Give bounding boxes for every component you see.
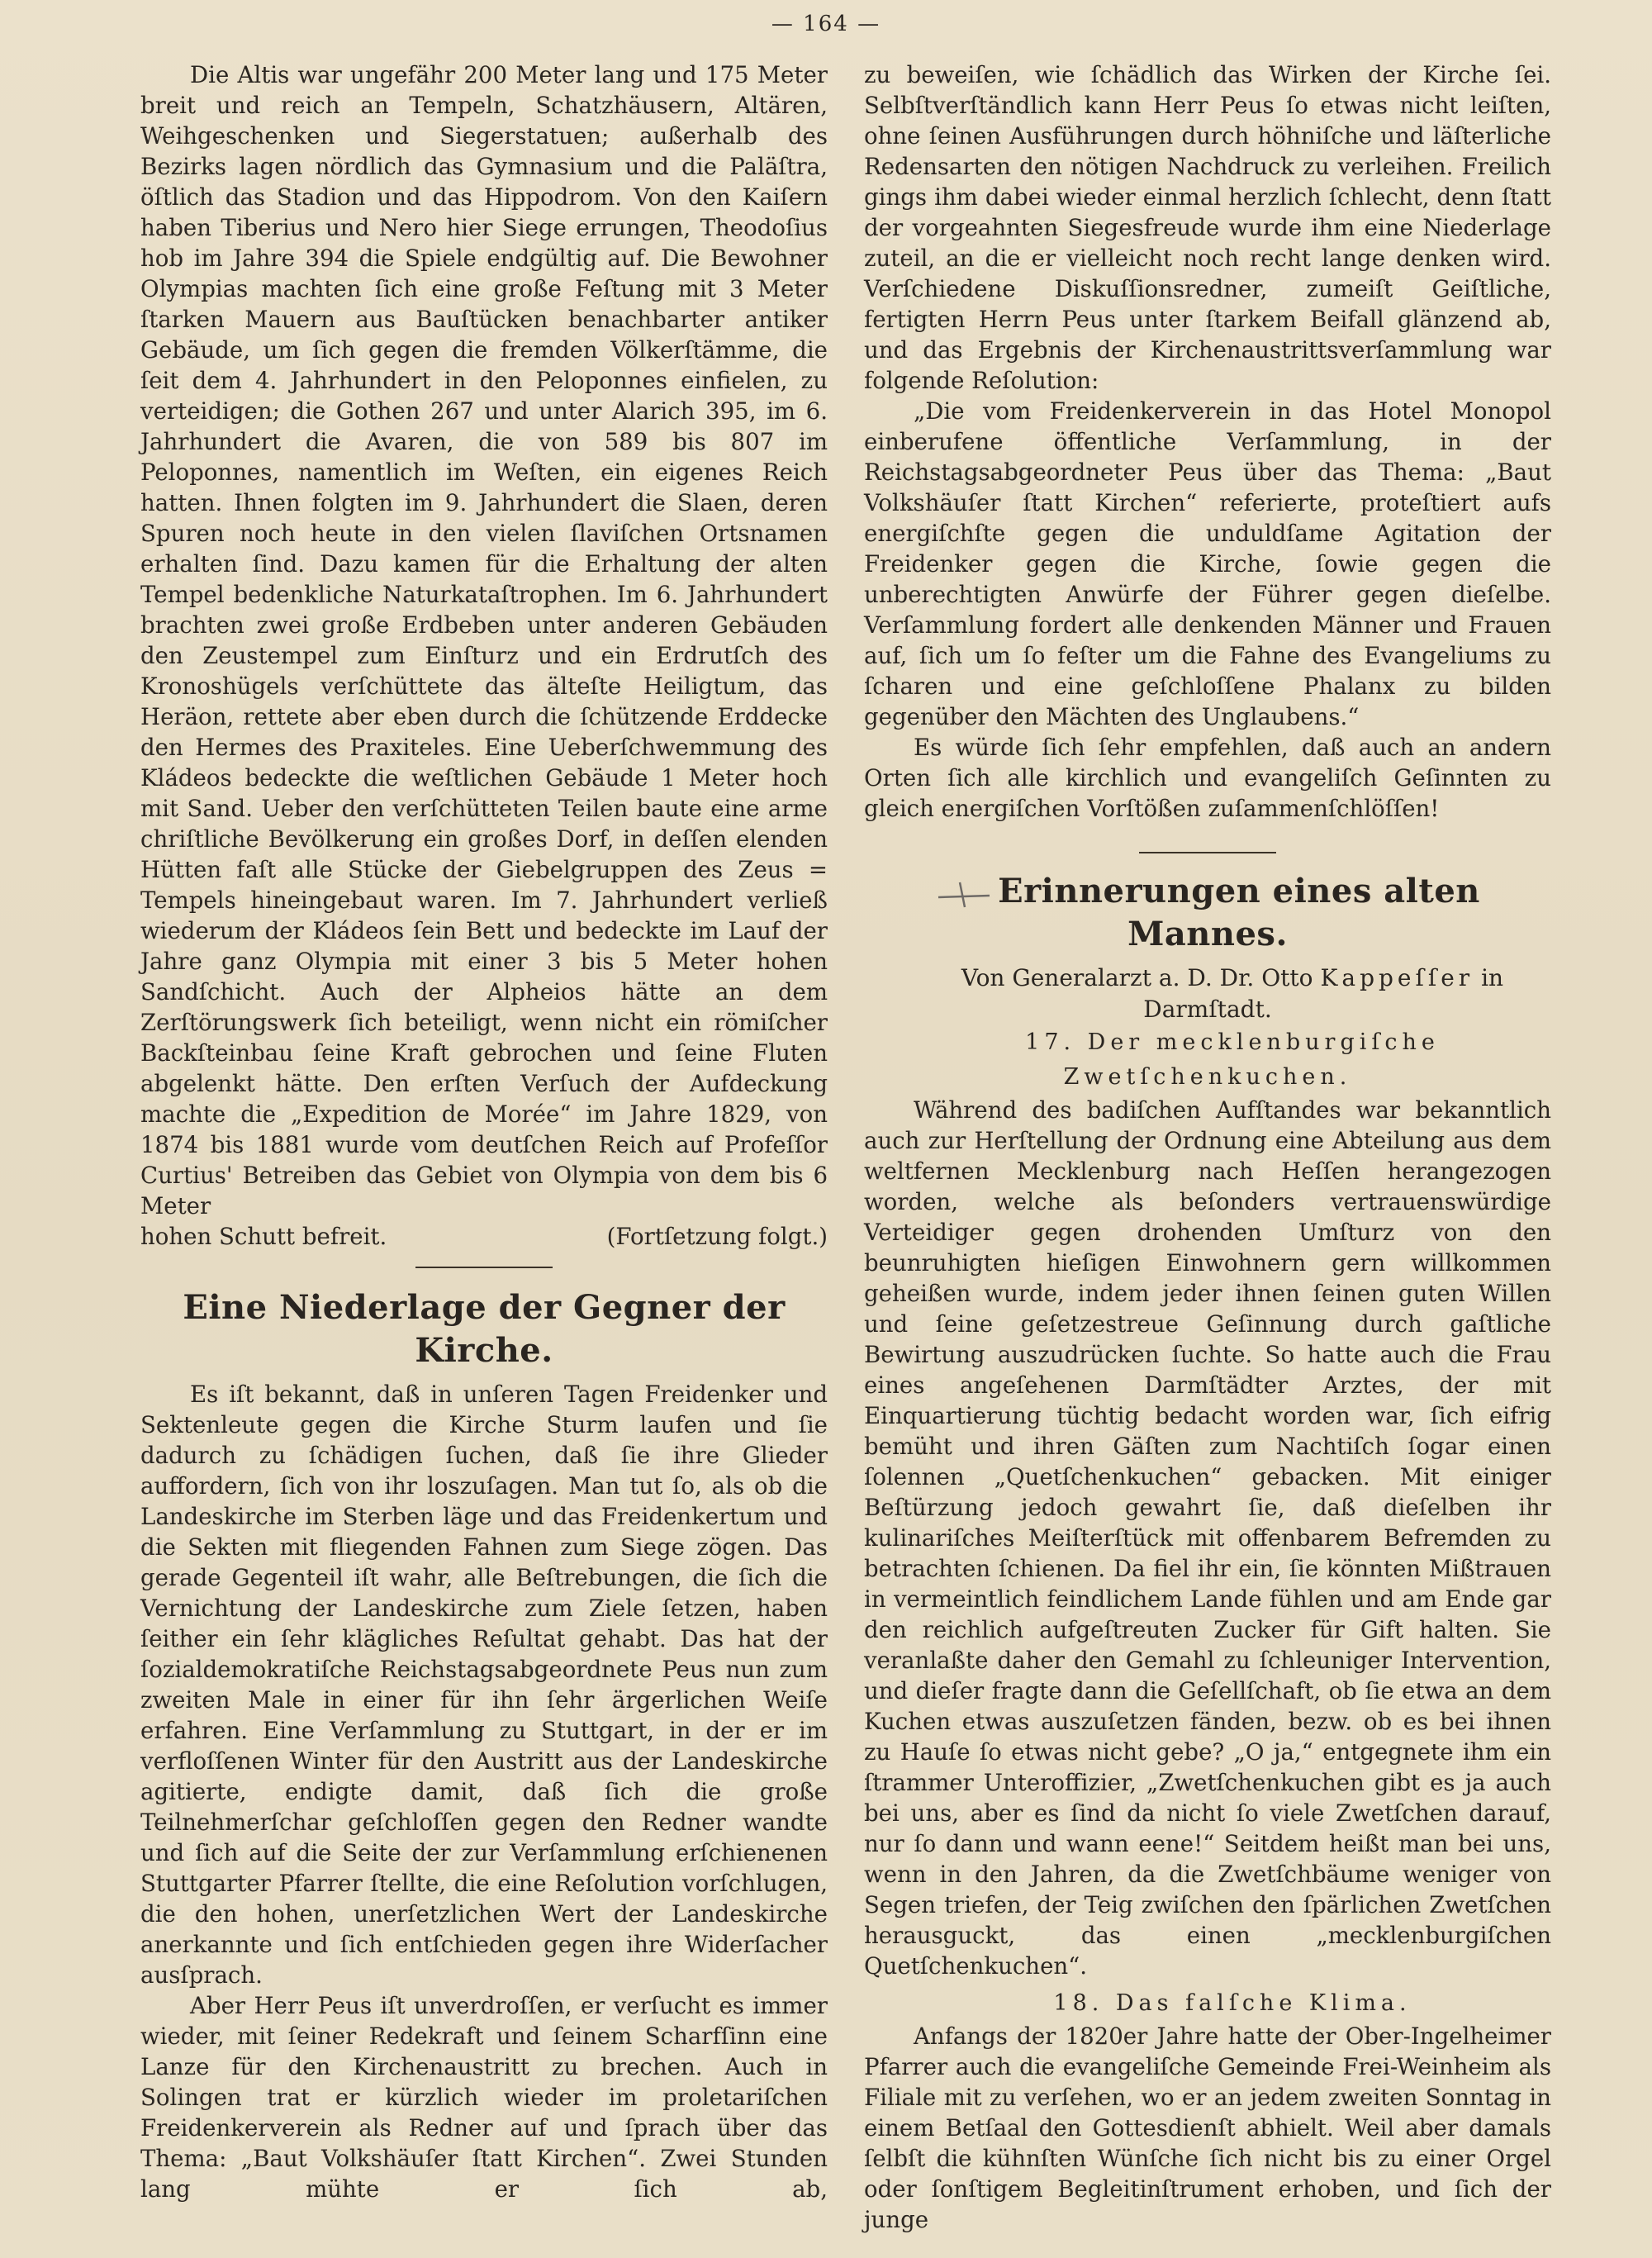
page-number: — 164 — bbox=[771, 12, 881, 36]
subheading-18: 18. Das falſche Klima. bbox=[1053, 1990, 1412, 2016]
right-column bbox=[864, 59, 1551, 2235]
section-divider bbox=[415, 1267, 553, 1268]
subheading-17: 17. Der mecklenburgiſche Zwetſchenkuchen. bbox=[1025, 1029, 1440, 1090]
continued-note: (Fortſetzung folgt.) bbox=[606, 1223, 828, 1250]
byline bbox=[864, 963, 1551, 1025]
niederlage-paragraph-2: Aber Herr Peus iſt unverdroſſen, er verſucht es immer wieder, mit ſeiner Redekraft und ſeinem Scharfſinn eine Lanze für den Kirchenaustritt zu brechen. Auch in Solingen trat er kürzlich wieder im proletariſchen Freidenkerverein als Redner auf und ſprach über das Thema: „Baut Volkshäuſer ſtatt Kirchen“. Zwei Stunden lang mühte er ſich ab, bbox=[140, 1992, 828, 2203]
niederlage-paragraph-3: zu beweiſen, wie ſchädlich das Wirken der Kirche ſei. Selbſtverſtändlich kann Herr Peus ſo etwas nicht leiſten, ohne ſeinen Ausführungen durch höhniſche und läſterliche Redensarten den nötigen Nachdruck zu verleihen. Freilich gings ihm dabei wieder einmal herzlich ſchlecht, denn ſtatt der vorgeahnten Siegesfreude wurde ihm eine Niederlage zuteil, an die er vielleicht noch recht lange denken wird. Verſchiedene Diskuſſionsredner, zumeiſt Geiſtliche, fertigten Herrn Peus unter ſtarkem Beifall glänzend ab, und das Ergebnis der Kirchenaustrittsverſammlung war folgende Reſolution: bbox=[864, 61, 1551, 394]
continuation-line bbox=[140, 1221, 828, 1252]
olympia-paragraph-end: hohen Schutt befreit. bbox=[140, 1223, 387, 1250]
klima-paragraph: Anfangs der 1820er Jahre hatte der Ober-Ingelheimer Pfarrer auch die evangeliſche Gemeinde Frei-Weinheim als Filiale mit zu verſehen, wo er an jedem zweiten Sonntag in einem Betſaal den Gottesdienſt abhielt. Weil aber damals ſelbſt die kühnſten Wünſche ſich nicht bis zu einer Orgel oder ſonſtigem Begleitinſtrument erhoben, und ſich der junge bbox=[864, 2023, 1551, 2233]
byline-suffix: in Darmſtadt. bbox=[1143, 964, 1504, 1023]
section-divider-right bbox=[1139, 852, 1276, 853]
article-heading-erinnerungen bbox=[864, 870, 1551, 956]
pencil-mark-icon bbox=[935, 877, 993, 910]
byline-prefix: Von Generalarzt a. D. Dr. Otto bbox=[961, 964, 1321, 991]
resolution-quote: „Die vom Freidenkerverein in das Hotel Monopol einberufene öffentliche Verſammlung, in der Reichstagsabgeordneter Peus über das Thema: „Baut Volkshäuſer ſtatt Kirchen“ referierte, proteſtiert aufs energiſchſte gegen die unduldſame Agitation der Freidenker gegen die Kirche, ſowie gegen die unberechtigten Anwürfe der Führer gegen dieſelbe. Verſammlung fordert alle denkenden Männer und Frauen auf, ſich um ſo feſter um die Fahne des Evangeliums zu ſcharen und eine geſchloſſene Phalanx zu bilden gegenüber den Mächten des Unglaubens.“ bbox=[864, 397, 1551, 730]
article-heading-niederlage: Eine Niederlage der Gegner der Kirche. bbox=[183, 1288, 786, 1370]
niederlage-paragraph-1: Es iſt bekannt, daß in unſeren Tagen Freidenker und Sektenleute gegen die Kirche Sturm laufen und ſie dadurch zu ſchädigen ſuchen, daß ſie ihre Glieder auffordern, ſich von ihr loszuſagen. Man tut ſo, als ob die Landeskirche im Sterben läge und das Freidenkertum und die Sekten mit fliegenden Fahnen zum Siege zögen. Das gerade Gegenteil iſt wahr, alle Beſtrebungen, die ſich die Vernichtung der Landeskirche zum Ziele ſetzen, haben ſeither ein ſehr klägliches Reſultat gehabt. Das hat der ſozialdemokratiſche Reichstagsabgeordnete Peus nun zum zweiten Male in einer für ihn ſehr ärgerlichen Weiſe erfahren. Eine Verſammlung zu Stuttgart, in der er im verfloſſenen Winter für den Austritt aus der Landeskirche agitierte, endigte damit, daß ſich die große Teilnehmerſchar geſchloſſen gegen den Redner wandte und ſich auf die Seite der zur Verſammlung erſchienenen Stuttgarter Pfarrer ſtellte, die eine Reſolution vorſchlugen, die den hohen, unerſetzlichen Wert der Landeskirche anerkannte und ſich entſchieden gegen ihre Widerſacher ausſprach. bbox=[140, 1381, 828, 1989]
byline-author-surname: Kappeſſer bbox=[1320, 964, 1474, 991]
olympia-paragraph: Die Altis war ungefähr 200 Meter lang und 175 Meter breit und reich an Tempeln, Schatzhäusern, Altären, Weihgeschenken und Siegerstatuen; außerhalb des Bezirks lagen nördlich das Gymnasium und die Paläſtra, öſtlich das Stadion und das Hippodrom. Von den Kaiſern haben Tiberius und Nero hier Siege errungen, Theodoſius hob im Jahre 394 die Spiele endgültig auf. Die Bewohner Olympias machten ſich eine große Feſtung mit 3 Meter ſtarken Mauern aus Bauſtücken benachbarter antiker Gebäude, um ſich gegen die fremden Völkerſtämme, die ſeit dem 4. Jahrhundert in den Peloponnes einfielen, zu verteidigen; die Gothen 267 und unter Alarich 395, im 6. Jahrhundert die Avaren, die von 589 bis 807 im Peloponnes, namentlich im Weſten, ein eigenes Reich hatten. Ihnen folgten im 9. Jahrhundert die Slaen, deren Spuren noch heute in den vielen ſlaviſchen Ortsnamen erhalten ſind. Dazu kamen für die Erhaltung der alten Tempel bedenkliche Naturkataſtrophen. Im 6. Jahrhundert brachten zwei große Erdbeben unter anderen Gebäuden den Zeustempel zum Einſturz und ein Erdrutſch des Kronoshügels verſchüttete das älteſte Heiligtum, das Heräon, rettete aber eben durch die ſchützende Erddecke den Hermes des Praxiteles. Eine Ueberſchwemmung des Kládeos bedeckte die weſtlichen Gebäude 1 Meter hoch mit Sand. Ueber den verſchütteten Teilen baute eine arme chriſtliche Bevölkerung ein großes Dorf, in deſſen elenden Hütten faſt alle Stücke der Giebelgruppen des Zeus = Tempels hineingebaut waren. Im 7. Jahrhundert verließ wiederum der Kládeos ſein Bett und bedeckte im Lauf der Jahre ganz Olympia mit einer 3 bis 5 Meter hohen Sandſchicht. Auch der Alpheios hätte an dem Zerſtörungswerk ſich beteiligt, wenn nicht ein römiſcher Backſteinbau ſeine Kraft gebrochen und ſeine Fluten abgelenkt hätte. Den erſten Verſuch der Aufdeckung machte die „Expedition de Morée“ im Jahre 1829, von 1874 bis 1881 wurde vom deutſchen Reich auf Profeſſor Curtius' Betreiben das Gebiet von Olympia von dem bis 6 Meter bbox=[140, 61, 828, 1219]
erinnerungen-title: Erinnerungen eines alten Mannes. bbox=[998, 872, 1480, 953]
niederlage-conclusion: Es würde ſich ſehr empfehlen, daß auch an andern Orten ſich alle kirchlich und evangeliſch Geſinnten zu gleich energiſchen Vorſtößen zuſammenſchlöſſen! bbox=[864, 734, 1551, 822]
zwetschenkuchen-paragraph: Während des badiſchen Aufſtandes war bekanntlich auch zur Herſtellung der Ordnung eine Abteilung aus dem weltfernen Mecklenburg nach Heſſen herangezogen worden, welche als beſonders vertrauenswürdige Verteidiger gegen drohenden Umſturz von den beunruhigten hieſigen Einwohnern gern willkommen geheißen wurde, indem jeder ihnen ſeinen guten Willen und ſeine geſetzestreue Geſinnung durch gaſtliche Bewirtung auszudrücken ſuchte. So hatte auch die Frau eines angeſehenen Darmſtädter Arztes, der mit Einquartierung tüchtig bedacht worden war, ſich eifrig bemüht und ihren Gäſten zum Nachtiſch ſogar einen ſolennen „Quetſchenkuchen“ gebacken. Mit einiger Beſtürzung jedoch gewahrt ſie, daß dieſelben ihr kulinariſches Meiſterſtück mit offenbarem Befremden zu betrachten ſchienen. Da fiel ihr ein, ſie könnten Mißtrauen in vermeintlich feindlichem Lande fühlen und am Ende gar den reichlich aufgeſtreuten Zucker für Gift halten. Sie veranlaßte daher den Gemahl zu ſchleuniger Intervention, und dieſer fragte dann die Geſellſchaft, ob ſie etwa an dem Kuchen etwas auszuſetzen fänden, bezw. ob es bei ihnen zu Hauſe ſo etwas nicht gebe? „O ja,“ entgegnete ihm ein ſtrammer Unteroffizier, „Zwetſchenkuchen gibt es ja auch bei uns, aber es ſind da nicht ſo viele Zwetſchen darauf, nur ſo dann und wann eene!“ Seitdem heißt man bei uns, wenn in den Jahren, da die Zwetſchbäume weniger von Segen triefen, der Teig zwiſchen den ſpärlichen Zwetſchen herausguckt, das einen „mecklenburgiſchen Quetſchenkuchen“. bbox=[864, 1096, 1551, 1980]
left-column bbox=[140, 59, 828, 2204]
